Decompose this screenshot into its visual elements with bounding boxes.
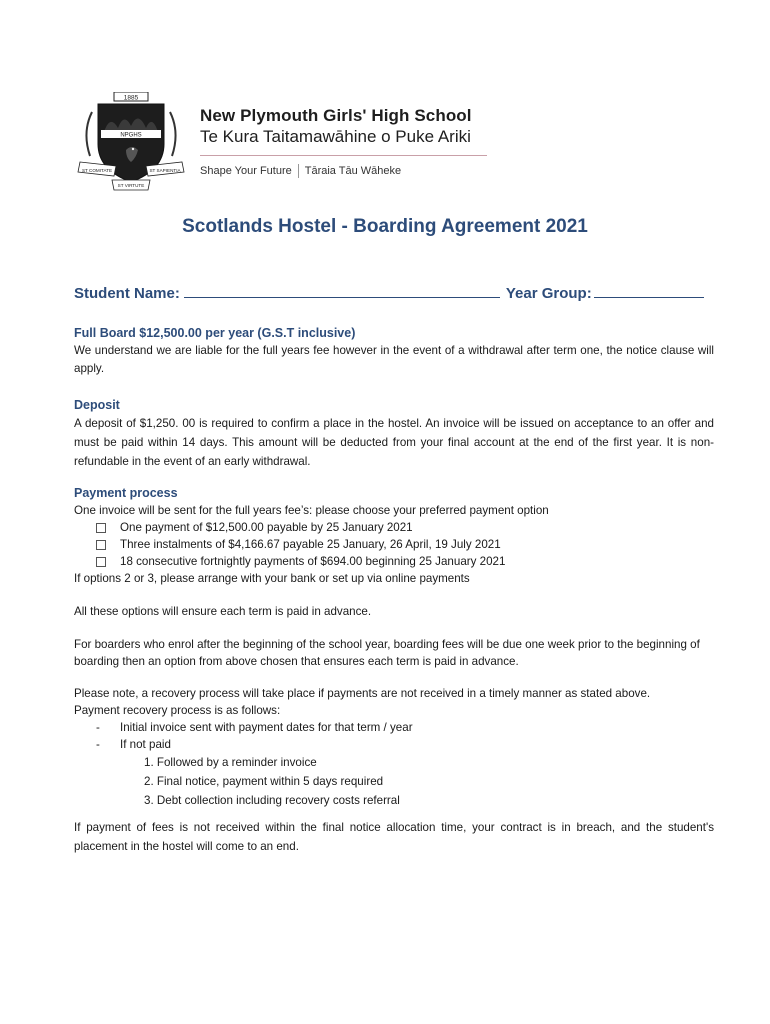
section-full-board [74, 324, 714, 378]
payment-option-2[interactable]: Three instalments of $4,166.67 payable 25 January, 26 April, 19 July 2021 [74, 536, 714, 553]
payment-intro: One invoice will be sent for the full years fee’s: please choose your preferred payment option [74, 504, 549, 517]
payment-advance-note: All these options will ensure each term is paid in advance. [74, 605, 372, 618]
payment-option-1[interactable]: One payment of $12,500.00 payable by 25 January 2021 [74, 519, 714, 536]
year-group-field[interactable] [594, 283, 704, 298]
deposit-heading: Deposit [74, 398, 120, 412]
svg-text:ST SAPIENTIA: ST SAPIENTIA [149, 168, 181, 173]
breach-note: If payment of fees is not received within the final notice allocation time, your contract is in breach, and the student's placement in the hostel will come to an end. [74, 821, 714, 853]
checkbox-icon[interactable] [96, 540, 106, 550]
school-name-maori: Te Kura Taitamawāhine o Puke Ariki [200, 127, 471, 146]
recovery-note: Please note, a recovery process will take place if payments are not received in a timely manner as stated above. [74, 687, 651, 700]
payment-heading: Payment process [74, 486, 178, 500]
svg-text:ST VIRTUTE: ST VIRTUTE [117, 183, 145, 188]
svg-text:ST COMITATE: ST COMITATE [81, 168, 113, 173]
recovery-step-2: - If not paid [96, 738, 171, 751]
late-enrol-note: For boarders who enrol after the beginning of the school year, boarding fees will be due one week prior to the beginning of boarding then an option from above chosen that ensures each term is paid in advance. [74, 638, 700, 668]
recovery-substep-2: 2. Final notice, payment within 5 days required [144, 775, 384, 788]
recovery-substep-3: 3. Debt collection including recovery costs referral [144, 794, 400, 807]
recovery-step-1: - Initial invoice sent with payment dates for that term / year [96, 721, 413, 734]
school-crest-logo [76, 92, 186, 194]
school-tagline [200, 164, 500, 178]
payment-option-3[interactable]: 18 consecutive fortnightly payments of $694.00 beginning 25 January 2021 [74, 553, 714, 570]
checkbox-icon[interactable] [96, 523, 106, 533]
recovery-substep-1: 1. Followed by a reminder invoice [144, 756, 317, 769]
svg-text:1885: 1885 [123, 94, 139, 102]
checkbox-icon[interactable] [96, 557, 106, 567]
deposit-text: A deposit of $1,250. 00 is required to confirm a place in the hostel. An invoice will be issued on acceptance to an offer and must be paid within 14 days. This amount will be deducted from your final account at the end of the first year. It is non-refundable in the event of an early withdrawal. [74, 417, 714, 468]
payment-after-options: If options 2 or 3, please arrange with your bank or set up via online payments [74, 572, 470, 585]
year-group-label: Year Group: [505, 285, 592, 302]
student-info-line [74, 283, 704, 302]
full-board-text: We understand we are liable for the full years fee however in the event of a withdrawal after term one, the notice clause will apply. [74, 344, 714, 375]
tagline-separator [298, 164, 299, 178]
document-title: Scotlands Hostel - Boarding Agreement 2021 [182, 216, 588, 237]
svg-text:NPGHS: NPGHS [120, 132, 142, 139]
school-name: New Plymouth Girls' High School [200, 106, 472, 125]
student-name-label: Student Name: [74, 285, 180, 302]
recovery-intro: Payment recovery process is as follows: [74, 704, 281, 717]
header-divider [200, 155, 487, 156]
section-payment [74, 484, 714, 587]
section-deposit [74, 396, 714, 471]
student-name-field[interactable] [184, 283, 500, 298]
school-identity [200, 106, 500, 178]
section-recovery [74, 685, 714, 810]
tagline-english: Shape Your Future [200, 165, 292, 177]
tagline-maori: Tāraia Tāu Wāheke [304, 165, 402, 177]
full-board-heading: Full Board $12,500.00 per year (G.S.T inclusive) [74, 326, 356, 340]
